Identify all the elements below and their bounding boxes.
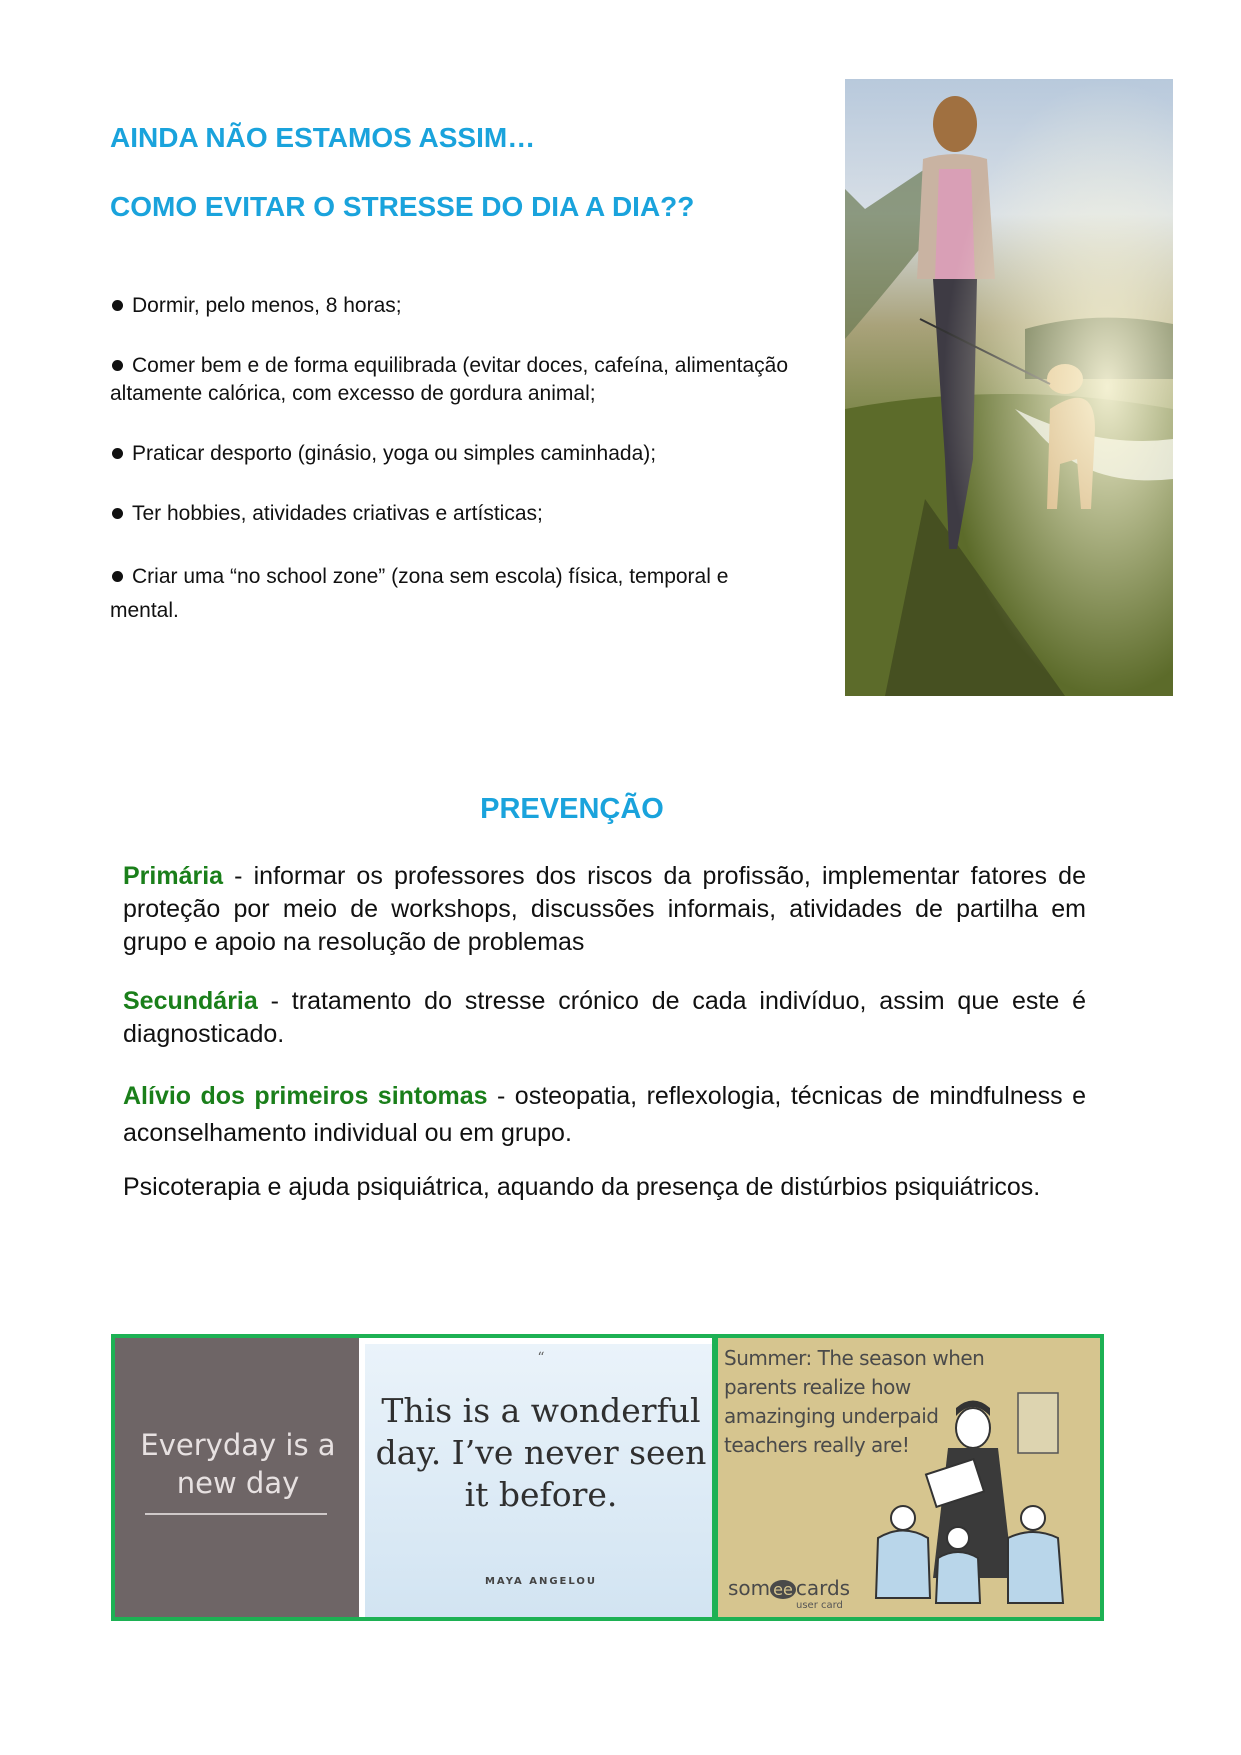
prevention-closing: Psicoterapia e ajuda psiquiátrica, aquando da presença de distúrbios psiquiátricos. — [123, 1173, 1041, 1201]
bullet-icon — [112, 571, 123, 582]
prevention-text: - osteopatia, reflexologia, técnicas de mindfulness e aconselhamento individual ou em grupo. — [123, 1082, 1087, 1147]
prevention-label: Secundária — [123, 987, 258, 1015]
someecards-panel — [715, 1334, 1104, 1621]
photo-illustration — [845, 79, 1173, 696]
user-card-label: user card — [796, 1600, 843, 1611]
quote-collage — [111, 1334, 1104, 1621]
prevention-label: Primária — [123, 862, 224, 890]
tips-list — [110, 292, 800, 660]
list-item: Comer bem e de forma equilibrada (evitar doces, cafeína, alimentação altamente calórica, com excesso de gordura animal; — [110, 354, 789, 405]
heading-how-to-avoid-stress: COMO EVITAR O STRESSE DO DIA A DIA?? — [110, 191, 695, 222]
bullet-icon — [112, 508, 123, 519]
prevention-secondary — [123, 985, 1086, 1051]
prevention-text: - tratamento do stresse crónico de cada indivíduo, assim que este é diagnosticado. — [123, 987, 1086, 1048]
bullet-icon — [112, 300, 123, 311]
list-item: Criar uma “no school zone” (zona sem escola) física, temporal e mental. — [110, 565, 729, 622]
teacher-reading-illustration — [868, 1388, 1093, 1613]
prevention-label: Alívio dos primeiros sintomas — [123, 1082, 488, 1110]
prevention-relief — [123, 1078, 1086, 1152]
summer-quote: Summer: The season when parents realize how amazinging underpaid teachers really are! — [724, 1346, 985, 1457]
everyday-quote: Everyday is a new day — [140, 1428, 336, 1500]
divider — [145, 1513, 327, 1515]
someecards-logo: som ee cards — [728, 1576, 851, 1600]
quote-mark-icon: “ — [537, 1350, 545, 1366]
woman-walking-dog-photo — [845, 79, 1173, 696]
wonderful-day-quote: This is a wonderful day. I’ve never seen it before. — [375, 1391, 707, 1514]
list-item: Ter hobbies, atividades criativas e artísticas; — [110, 500, 800, 528]
quote-cards-panel — [111, 1334, 716, 1621]
heading-not-yet: AINDA NÃO ESTAMOS ASSIM… — [110, 122, 536, 153]
prevention-text: - informar os professores dos riscos da profissão, implementar fatores de proteção por meio de workshops, discussões informais, atividades de partilha em grupo e apoio na resolução de problemas — [123, 862, 1086, 956]
bullet-icon — [112, 448, 123, 459]
bullet-icon — [112, 360, 123, 371]
list-item: Praticar desporto (ginásio, yoga ou simples caminhada); — [110, 440, 800, 468]
prevention-primary — [123, 860, 1086, 959]
prevention-title: PREVENÇÃO — [480, 793, 664, 825]
quote-author: MAYA ANGELOU — [484, 1576, 598, 1587]
list-item: Dormir, pelo menos, 8 horas; — [110, 292, 800, 320]
